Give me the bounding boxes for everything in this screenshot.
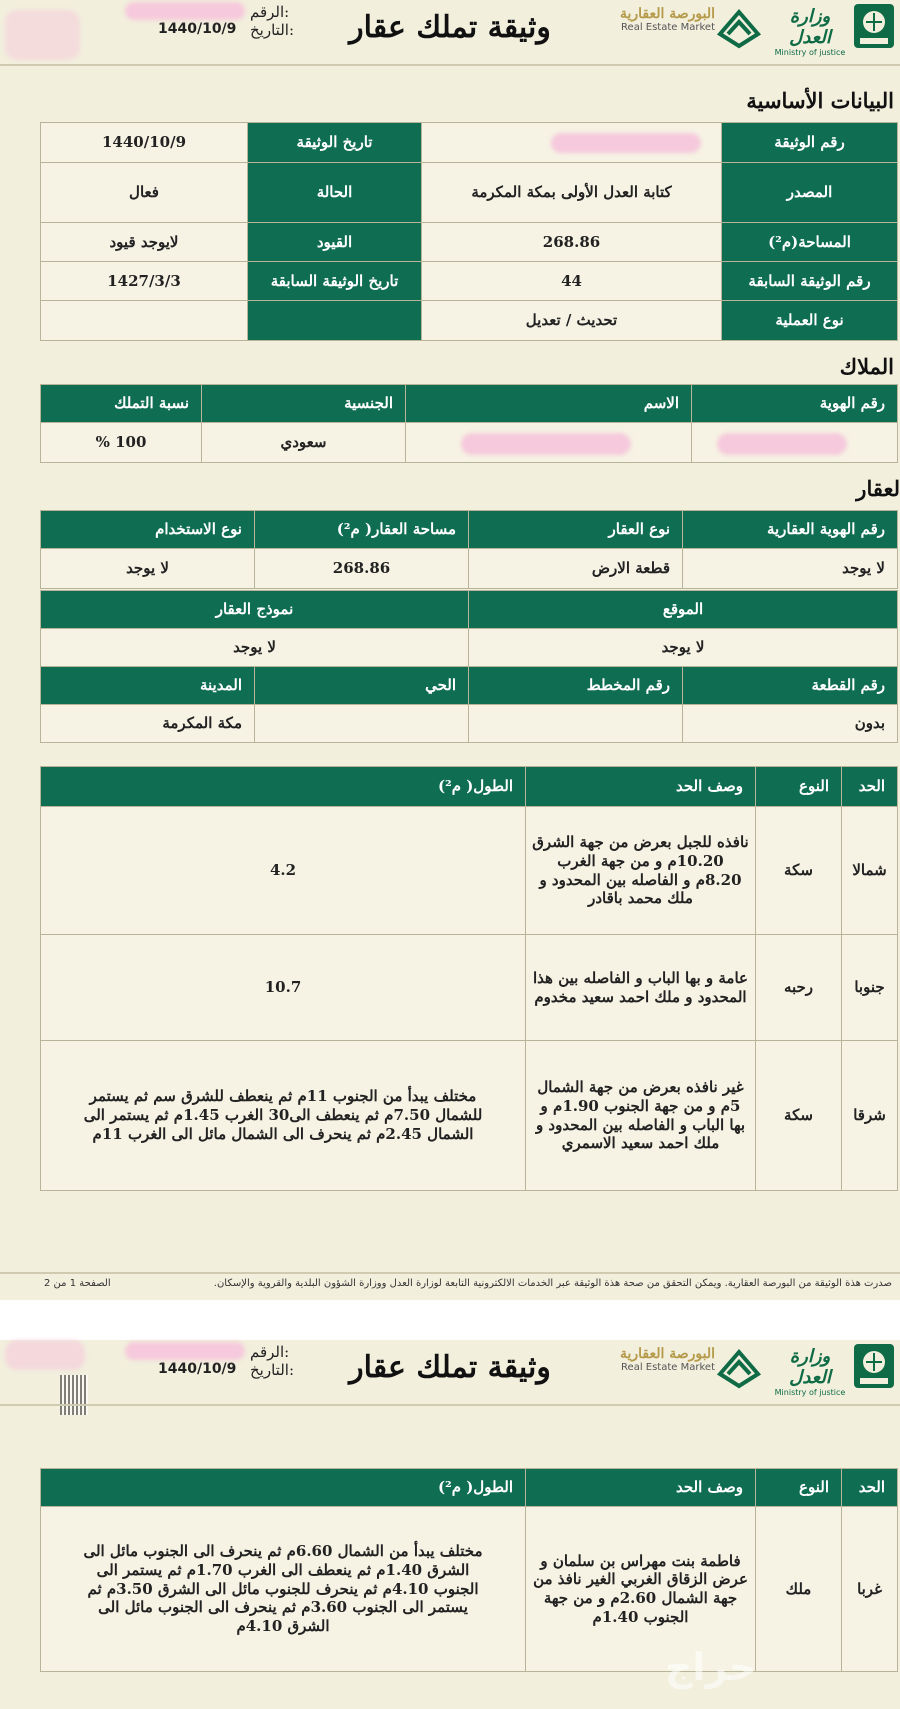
value-cell: قطعة الارض	[469, 549, 683, 589]
label-cell: تاريخ الوثيقة السابقة	[248, 262, 422, 301]
border-row	[41, 1041, 898, 1191]
plot-header-row	[41, 667, 898, 705]
label-cell: القيود	[248, 223, 422, 262]
value-cell: 268.86	[255, 549, 469, 589]
page-gap	[0, 1300, 900, 1340]
header-cell: نموذج العقار	[41, 591, 469, 629]
value-cell: 268.86	[422, 223, 722, 262]
side-cell: شرقا	[842, 1041, 898, 1191]
document-title: وثيقة تملك عقار	[349, 1350, 551, 1385]
value-cell: بدون	[683, 705, 898, 743]
number-label: الرقم:	[250, 1343, 290, 1361]
exchange-name-ar: البورصة العقارية	[619, 6, 715, 22]
desc-cell: فاطمة بنت مهراس بن سلمان و عرض الزقاق الغربي الغير نافذ من جهة الشمال 2.60م و من جهة الجنوب 1.40م	[526, 1507, 756, 1672]
header-cell: نوع العقار	[469, 511, 683, 549]
date-value: 1440/10/9	[158, 1361, 237, 1377]
desc-cell: نافذه للجبل بعرض من جهة الشرق 10.20م و من جهة الغرب 8.20م و الفاصله بين المحدود و ملك محمد باقادر	[526, 807, 756, 935]
redacted-owner-id	[717, 433, 847, 455]
header-cell: نسبة التملك	[41, 385, 202, 423]
value-cell	[469, 705, 683, 743]
header-cell: الجنسية	[202, 385, 406, 423]
value-cell: لايوجد قيود	[41, 223, 248, 262]
redacted-number	[125, 1342, 245, 1360]
header-cell: مساحة العقار( م²)	[255, 511, 469, 549]
date-value: 1440/10/9	[158, 21, 237, 37]
exchange-name-en: Real Estate Market	[621, 22, 715, 33]
basic-row	[41, 262, 898, 301]
header-cell: الحد	[842, 767, 898, 807]
basic-row	[41, 301, 898, 341]
date-label: التاريخ:	[250, 21, 294, 39]
value-cell	[41, 301, 248, 341]
ministry-logo	[770, 6, 850, 57]
header-cell: الطول( م²)	[41, 1469, 526, 1507]
label-cell: المساحة(م²)	[722, 223, 898, 262]
header-cell: النوع	[756, 1469, 842, 1507]
type-cell: ملك	[756, 1507, 842, 1672]
header-cell: الموقع	[469, 591, 898, 629]
header-cell: وصف الحد	[526, 767, 756, 807]
value-cell: 44	[422, 262, 722, 301]
redacted-corner	[5, 10, 80, 60]
exchange-name-ar: البورصة العقارية	[619, 1346, 715, 1362]
redacted-doc-number	[551, 133, 701, 153]
ministry-name-ar: وزارة العدل	[789, 6, 831, 48]
length-cell: 10.7	[41, 935, 526, 1041]
property-table-1	[40, 510, 898, 589]
header-cell: وصف الحد	[526, 1469, 756, 1507]
exchange-logo	[605, 1346, 715, 1386]
share-cell: 100 %	[41, 423, 202, 463]
owners-title: الملاك	[839, 354, 894, 379]
value-cell: 1440/10/9	[41, 123, 248, 163]
value-cell: تحديث / تعديل	[422, 301, 722, 341]
border-row	[41, 1507, 898, 1672]
value-cell: لا يوجد	[41, 629, 469, 667]
borders-header-row	[41, 1469, 898, 1507]
label-cell: رقم الوثيقة	[722, 123, 898, 163]
document-header	[0, 1340, 900, 1402]
value-cell: 1427/3/3	[41, 262, 248, 301]
value-cell: فعال	[41, 163, 248, 223]
borders-table-page2	[40, 1468, 898, 1672]
exchange-name-en: Real Estate Market	[621, 1362, 715, 1373]
value-cell: مكة المكرمة	[41, 705, 255, 743]
basic-row	[41, 163, 898, 223]
owner-id-cell	[692, 423, 898, 463]
length-cell: 4.2	[41, 807, 526, 935]
ministry-name-ar: وزارة العدل	[789, 1346, 831, 1388]
document-title: وثيقة تملك عقار	[349, 10, 551, 45]
nationality-cell: سعودي	[202, 423, 406, 463]
document-page-2	[0, 1340, 900, 1709]
label-cell: الحالة	[248, 163, 422, 223]
side-cell: شمالا	[842, 807, 898, 935]
border-row	[41, 807, 898, 935]
document-header	[0, 0, 900, 62]
number-label: الرقم:	[250, 3, 290, 21]
qr-code-icon	[60, 1375, 88, 1415]
plot-row	[41, 705, 898, 743]
exchange-logo	[605, 6, 715, 46]
exchange-logo-icon	[716, 1344, 762, 1390]
side-cell: جنوبا	[842, 935, 898, 1041]
borders-header-row	[41, 767, 898, 807]
value-cell: لا يوجد	[469, 629, 898, 667]
header-cell: الحي	[255, 667, 469, 705]
length-cell: مختلف يبدأ من الجنوب 11م ثم ينعطف للشرق سم ثم يستمر للشمال 7.50م ثم ينعطف الى30 الغرب 1.45م ثم يستمر الى الشمال 2.45م ثم ينحرف الى الشمال مائل الى الغرب 11م	[41, 1041, 526, 1191]
property-row	[41, 549, 898, 589]
value-cell	[255, 705, 469, 743]
property-table-2	[40, 590, 898, 667]
label-cell: نوع العملية	[722, 301, 898, 341]
property-title: لعقار	[856, 476, 900, 501]
basic-row	[41, 223, 898, 262]
label-cell: رقم الوثيقة السابقة	[722, 262, 898, 301]
owners-table	[40, 384, 898, 463]
ministry-seal-icon	[852, 1342, 896, 1390]
length-cell: مختلف يبدأ من الشمال 6.60م ثم ينحرف الى الجنوب مائل الى الشرق 1.40م ثم ينعطف الى الغرب 1.70م ثم يستمر الى الجنوب 4.10م ثم ينحرف للجنوب مائل الى الشرق 3.50م ثم يستمر الى الجنوب 3.60م ثم ينحرف الى الجنوب مائل الى الشرق 4.10م	[41, 1507, 526, 1672]
header-cell: الحد	[842, 1469, 898, 1507]
label-cell	[248, 301, 422, 341]
location-header-row	[41, 591, 898, 629]
basic-row	[41, 123, 898, 163]
footer-text: صدرت هذة الوثيقة من البورصة العقارية. ويمكن التحقق من صحة هذة الوثيقة عبر الخدمات الالكترونية التابعة لوزارة العدل ووزارة الشؤون البلدية والقروية والإسكان.	[213, 1278, 892, 1289]
redacted-owner-name	[461, 433, 631, 455]
value-cell	[422, 123, 722, 163]
property-header-row	[41, 511, 898, 549]
value-cell: لا يوجد	[683, 549, 898, 589]
property-table-3	[40, 666, 898, 743]
header-cell: رقم الهوية	[692, 385, 898, 423]
label-cell: المصدر	[722, 163, 898, 223]
header-cell: الطول( م²)	[41, 767, 526, 807]
border-row	[41, 935, 898, 1041]
borders-table	[40, 766, 898, 1191]
footer-divider	[0, 1272, 900, 1274]
desc-cell: غير نافذه بعرض من جهة الشمال 5م و من جهة الجنوب 1.90م و بها الباب و الفاصله بين المحدود و ملك احمد سعيد الاسمري	[526, 1041, 756, 1191]
ministry-name-en: Ministry of justice	[774, 1388, 846, 1397]
value-cell: لا يوجد	[41, 549, 255, 589]
value-cell: كتابة العدل الأولى بمكة المكرمة	[422, 163, 722, 223]
type-cell: رحبه	[756, 935, 842, 1041]
header-cell: المدينة	[41, 667, 255, 705]
redacted-corner	[5, 1340, 85, 1370]
site-watermark: حراج	[665, 1645, 757, 1689]
redacted-number	[125, 2, 245, 20]
header-cell: نوع الاستخدام	[41, 511, 255, 549]
desc-cell: عامة و بها الباب و الفاصله بين هذا المحدود و ملك احمد سعيد مخدوم	[526, 935, 756, 1041]
owners-row	[41, 423, 898, 463]
exchange-logo-icon	[716, 4, 762, 50]
basic-data-title: البيانات الأساسية	[746, 88, 894, 113]
ministry-logo	[770, 1346, 850, 1397]
ministry-name-en: Ministry of justice	[774, 48, 846, 57]
header-divider	[0, 1404, 900, 1406]
header-cell: رقم القطعة	[683, 667, 898, 705]
ministry-seal-icon	[852, 2, 896, 50]
header-cell: رقم المخطط	[469, 667, 683, 705]
type-cell: سكة	[756, 807, 842, 935]
location-row	[41, 629, 898, 667]
date-label: التاريخ:	[250, 1361, 294, 1379]
owner-name-cell	[406, 423, 692, 463]
basic-data-table	[40, 122, 898, 341]
header-cell: رقم الهوية العقارية	[683, 511, 898, 549]
header-cell: الاسم	[406, 385, 692, 423]
label-cell: تاريخ الوثيقة	[248, 123, 422, 163]
owners-header-row	[41, 385, 898, 423]
side-cell: غربا	[842, 1507, 898, 1672]
header-divider	[0, 64, 900, 66]
type-cell: سكة	[756, 1041, 842, 1191]
header-cell: النوع	[756, 767, 842, 807]
page-number: الصفحة 1 من 2	[44, 1278, 111, 1289]
